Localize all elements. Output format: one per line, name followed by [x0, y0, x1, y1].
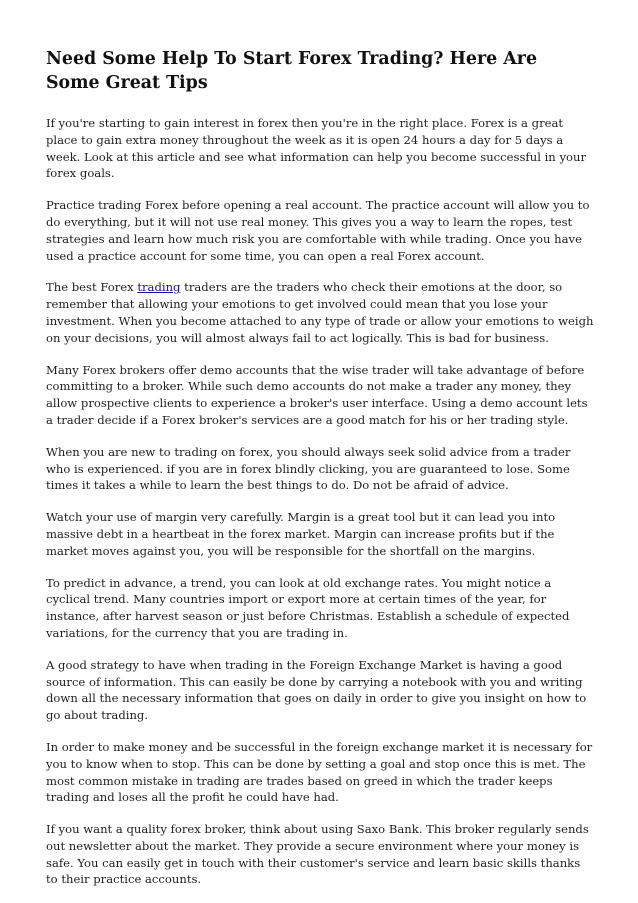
paragraph-emotions-after: traders are the traders who check their emotions at the door, so remember that allowing your emotions to get involved could mean that you lose your investment. When you become attached to any type of trade or allow your emotions to weigh on your decisions, you will almost always fail to act logically. This is bad for business.: [46, 280, 594, 345]
trading-link[interactable]: trading: [137, 280, 181, 295]
paragraph-emotions: [46, 279, 595, 346]
paragraph-broker: If you want a quality forex broker, think about using Saxo Bank. This broker regularly sends out newsletter about the market. They provide a secure environment where your money is safe. You can easily get in touch with their customer's service and learn basic skills thanks to their practice accounts.: [46, 822, 589, 887]
paragraph-demo-accounts: Many Forex brokers offer demo accounts that the wise trader will take advantage of before committing to a broker. While such demo accounts do not make a trader any money, they allow prospective clients to experience a broker's user interface. Using a demo account lets a trader decide if a Forex broker's services are a good match for his or her trading style.: [46, 362, 588, 427]
document-page: [46, 47, 595, 903]
paragraph-emotions-before: The best Forex: [46, 280, 138, 295]
paragraph-information: A good strategy to have when trading in the Foreign Exchange Market is having a good source of information. This can easily be done by carrying a notebook with you and writing down all the necessary information that goes on daily in order to give you insight on how to go about trading.: [46, 657, 587, 723]
page-title: Need Some Help To Start Forex Trading? Here Are Some Great Tips: [46, 49, 538, 93]
paragraph-when-to-stop: In order to make money and be successful in the foreign exchange market it is necessary for you to know when to stop. This can be done by setting a goal and stop once this is met. The most common mistake in trading are trades based on greed in which the trader keeps trading and loses all the profit he could have had.: [46, 739, 593, 805]
paragraph-trend: To predict in advance, a trend, you can look at old exchange rates. You might notice a cyclical trend. Many countries import or export more at certain times of the year, for instance, after harvest season or just before Christmas. Establish a schedule of expected variations, for the currency that you are trading in.: [46, 575, 570, 640]
paragraph-margin: Watch your use of margin very carefully. Margin is a great tool but it can lead you into massive debt in a heartbeat in the forex market. Margin can increase profits but if the market moves against you, you will be responsible for the shortfall on the margins.: [46, 510, 556, 558]
paragraph-intro: If you're starting to gain interest in forex then you're in the right place. Forex is a great place to gain extra money throughout the week as it is open 24 hours a day for 5 days a week. Look at this article and see what information can help you become successful in your forex goals.: [46, 116, 586, 181]
paragraph-advice: When you are new to trading on forex, you should always seek solid advice from a trader who is experienced. if you are in forex blindly clicking, you are guaranteed to lose. Some times it takes a while to learn the best things to do. Do not be afraid of advice.: [46, 444, 571, 493]
paragraph-practice-account: Practice trading Forex before opening a real account. The practice account will allow you to do everything, but it will not use real money. This gives you a way to learn the ropes, test strategies and learn how much risk you are comfortable with while trading. Once you have used a practice account for some time, you can open a real Forex account.: [46, 198, 590, 263]
